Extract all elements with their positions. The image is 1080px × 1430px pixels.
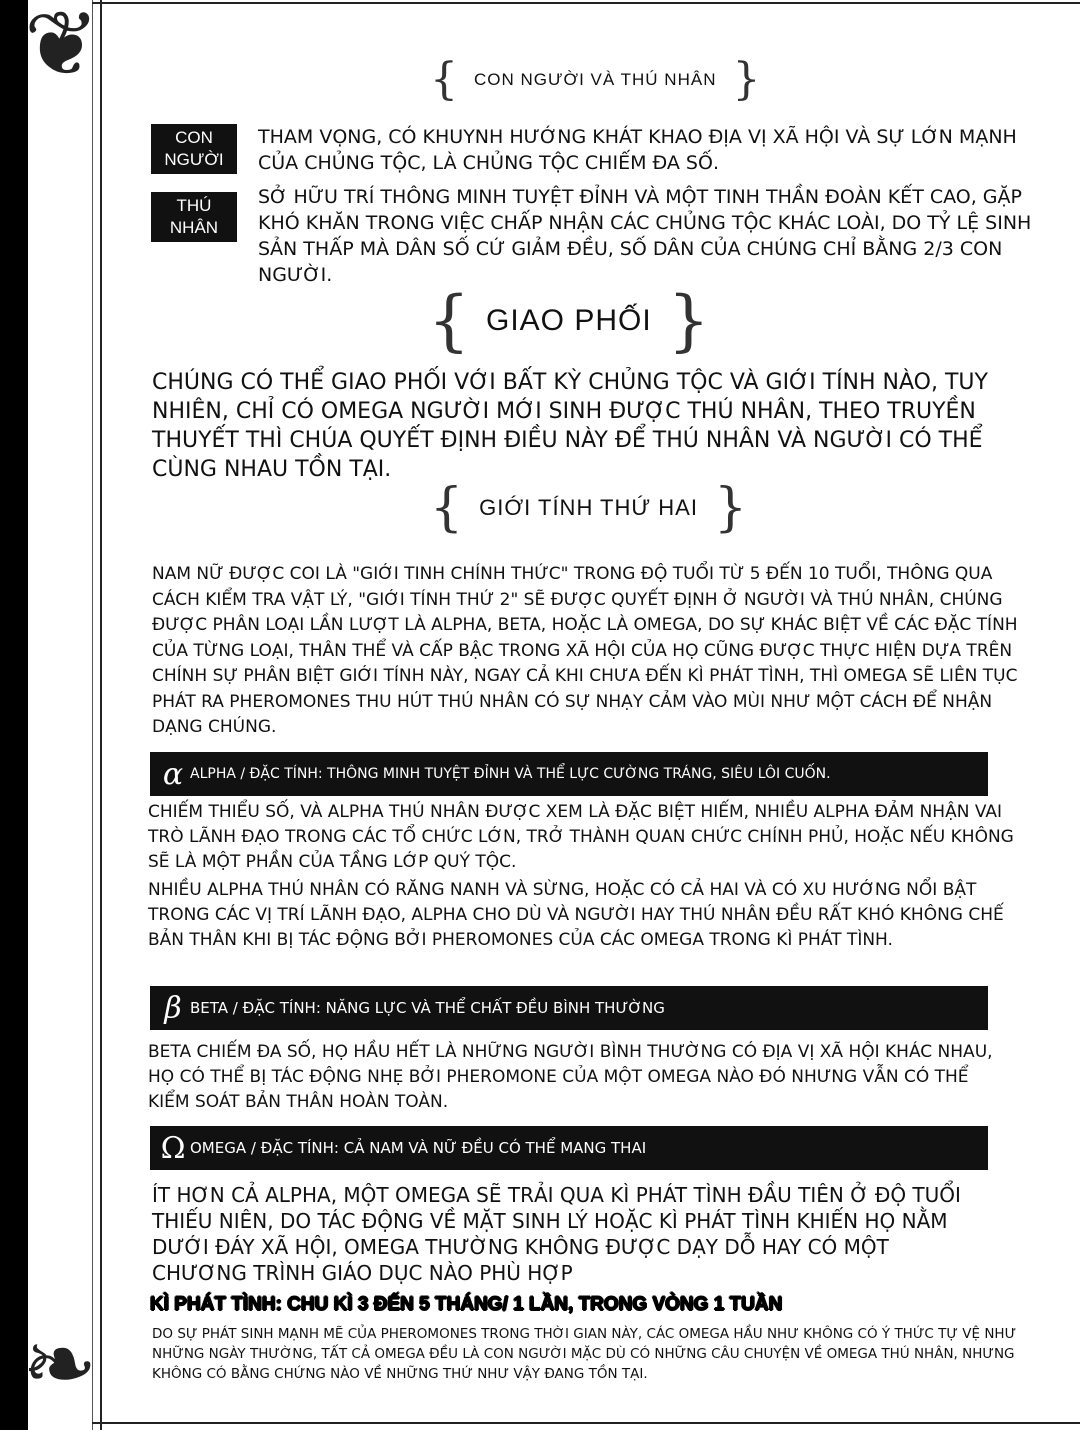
left-border-bar (0, 0, 28, 1430)
alpha-symbol-icon: α (162, 756, 184, 792)
alpha-header-text: ALPHA / ĐẶC TÍNH: THÔNG MINH TUYỆT ĐỈNH VÀ THỂ LỰC CƯỜNG TRÁNG, SIÊU LÔI CUỐN. (190, 766, 831, 782)
frame-line (92, 0, 93, 1430)
label-beastman (151, 192, 237, 242)
heading-second-gender-text: GIỚI TÍNH THỨ HAI (479, 495, 698, 520)
corner-scroll-ornament: ❦ (24, 0, 100, 97)
beta-header-text: BETA / ĐẶC TÍNH: NĂNG LỰC VÀ THỂ CHẤT ĐỀU BÌNH THƯỜNG (190, 999, 665, 1017)
human-description: THAM VỌNG, CÓ KHUYNH HƯỚNG KHÁT KHAO ĐỊA VỊ XÃ HỘI VÀ SỰ LỚN MẠNH CỦA CHỦNG TỘC, LÀ CHỦNG TỘC CHIẾM ĐA SỐ. (258, 126, 1017, 174)
right-brace-ornament: } (713, 478, 748, 538)
beta-symbol-icon: β (164, 990, 182, 1026)
frame-line-inner (100, 0, 102, 1430)
label-human-line1: CON (175, 128, 213, 147)
section-heading-mating (428, 282, 710, 359)
left-brace-ornament: { (428, 282, 470, 359)
label-human (151, 124, 237, 174)
right-brace-ornament: } (732, 54, 761, 105)
alpha-description-1: CHIẾM THIỂU SỐ, VÀ ALPHA THÚ NHÂN ĐƯỢC XEM LÀ ĐẶC BIỆT HIẾM, NHIỀU ALPHA ĐẢM NHẬN VAI TRÒ LÃNH ĐẠO TRONG CÁC TỔ CHỨC LỚN, TRỞ THÀNH QUAN CHỨC CHÍNH PHỦ, HOẶC NẾU KHÔNG SẼ LÀ MỘT PHẦN CỦA TẦNG LỚP QUÝ TỘC. (148, 802, 1014, 872)
heading-races-text: CON NGƯỜI VÀ THÚ NHÂN (474, 70, 717, 89)
beta-header-bar (150, 986, 988, 1030)
label-beastman-line1: THÚ (176, 196, 212, 215)
beta-description: BETA CHIẾM ĐA SỐ, HỌ HẦU HẾT LÀ NHỮNG NGƯỜI BÌNH THƯỜNG CÓ ĐỊA VỊ XÃ HỘI KHÁC NHAU, HỌ CÓ THỂ BỊ TÁC ĐỘNG NHẸ BỞI PHEROMONE CỦA MỘT OMEGA NÀO ĐÓ NHƯNG VẪN CÓ THỂ KIỂM SOÁT BẢN THÂN HOÀN TOÀN. (148, 1042, 993, 1112)
frame-bottom-line (92, 1422, 1080, 1424)
mating-description: CHÚNG CÓ THỂ GIAO PHỐI VỚI BẤT KỲ CHỦNG TỘC VÀ GIỚI TÍNH NÀO, TUY NHIÊN, CHỈ CÓ OMEGA NGƯỜI MỚI SINH ĐƯỢC THÚ NHÂN, THEO TRUYỀN THUYẾT THÌ CHÚA QUYẾT ĐỊNH ĐIỀU NÀY ĐỂ THÚ NHÂN VÀ NGƯỜI CÓ THỂ CÙNG NHAU TỒN TẠI. (152, 370, 988, 482)
omega-header-bar (150, 1126, 988, 1170)
left-brace-ornament: { (430, 478, 464, 538)
beastman-description: SỞ HỮU TRÍ THÔNG MINH TUYỆT ĐỈNH VÀ MỘT TINH THẦN ĐOÀN KẾT CAO, GẶP KHÓ KHĂN TRONG VIỆC CHẤP NHẬN CÁC CHỦNG TỘC KHÁC LOÀI, DO TỶ LỆ SINH SẢN THẤP MÀ DÂN SỐ CỨ GIẢM ĐỀU, SỐ DÂN CỦA CHÚNG CHỈ BẰNG 2/3 CON NGƯỜI. (258, 186, 1032, 286)
omega-symbol-icon: Ω (160, 1130, 186, 1166)
frame-top-line (92, 2, 1080, 4)
section-heading-races (430, 54, 761, 105)
heat-description: DO SỰ PHÁT SINH MẠNH MẼ CỦA PHEROMONES TRONG THỜI GIAN NÀY, CÁC OMEGA HẦU NHƯ KHÔNG CÓ Ý THỨC TỰ VỆ NHƯ NHỮNG NGÀY THƯỜNG, TẤT CẢ OMEGA ĐỀU LÀ CON NGƯỜI MẶC DÙ CÓ NHỮNG CÂU CHUYỆN VỀ OMEGA THÚ NHÂN, NHƯNG KHÔNG CÓ BẰNG CHỨNG NÀO VỀ NHỮNG THỨ NHƯ VẬY ĐANG TỒN TẠI. (152, 1326, 1017, 1382)
label-beastman-line2: NHÂN (169, 218, 219, 237)
label-human-line2: NGƯỜI (164, 150, 224, 169)
omega-header-text: OMEGA / ĐẶC TÍNH: CẢ NAM VÀ NỮ ĐỀU CÓ THỂ MANG THAI (190, 1139, 647, 1157)
alpha-description-2: NHIỀU ALPHA THÚ NHÂN CÓ RĂNG NANH VÀ SỪNG, HOẶC CÓ CẢ HAI VÀ CÓ XU HƯỚNG NỔI BẬT TRONG CÁC VỊ TRÍ LÃNH ĐẠO, ALPHA CHO DÙ VÀ NGƯỜI HAY THÚ NHÂN ĐỀU RẤT KHÓ KHÔNG CHẾ BẢN THÂN KHI BỊ TÁC ĐỘNG BỞI PHEROMONES CỦA CÁC OMEGA TRONG KÌ PHÁT TÌNH. (148, 880, 1004, 950)
omega-description: ÍT HƠN CẢ ALPHA, MỘT OMEGA SẼ TRẢI QUA KÌ PHÁT TÌNH ĐẦU TIÊN Ở ĐỘ TUỔI THIẾU NIÊN, DO TÁC ĐỘNG VỀ MẶT SINH LÝ HOẶC KÌ PHÁT TÌNH KHIẾN HỌ NẰM DƯỚI ĐÁY XÃ HỘI, OMEGA THƯỜNG KHÔNG ĐƯỢC DẠY DỖ HAY CÓ MỘT CHƯƠNG TRÌNH GIÁO DỤC NÀO PHÙ HỢP (152, 1183, 961, 1285)
second-gender-description: NAM NỮ ĐƯỢC COI LÀ "GIỚI TINH CHÍNH THỨC" TRONG ĐỘ TUỔI TỪ 5 ĐẾN 10 TUỔI, THÔNG QUA CÁCH KIỂM TRA VẬT LÝ, "GIỚI TÍNH THỨ 2" SẼ ĐƯỢC QUYẾT ĐỊNH Ở NGƯỜI VÀ THÚ NHÂN, CHÚNG ĐƯỢC PHÂN LOẠI LẦN LƯỢT LÀ ALPHA, BETA, HOẶC LÀ OMEGA, DO SỰ KHÁC BIỆT VỀ CÁC ĐẶC TÍNH CỦA TỪNG LOẠI, THÂN THỂ VÀ CẤP BẬC TRONG XÃ HỘI CỦA HỌ CŨNG ĐƯỢC THỰC HIỆN DỰA TRÊN CHÍNH SỰ PHÂN BIỆT GIỚI TÍNH NÀY, NGAY CẢ KHI CHƯA ĐẾN KÌ PHÁT TÌNH, THÌ OMEGA SẼ LIÊN TỤC PHÁT RA PHEROMONES THU HÚT THÚ NHÂN CÓ SỰ NHẠY CẢM VÀO MÙI NHƯ MỘT CÁCH ĐỂ NHẬN DẠNG CHÚNG. (152, 564, 1018, 737)
corner-scroll-ornament-bottom: ❧ (22, 1312, 98, 1417)
section-heading-second-gender (430, 478, 748, 538)
left-brace-ornament: { (430, 54, 458, 105)
right-brace-ornament: } (667, 282, 710, 359)
heat-period-heading: KÌ PHÁT TÌNH: CHU KÌ 3 ĐẾN 5 THÁNG/ 1 LẦN, TRONG VÒNG 1 TUẦN (150, 1294, 783, 1315)
alpha-header-bar (150, 752, 988, 796)
heading-mating-text: GIAO PHỐI (486, 304, 652, 337)
